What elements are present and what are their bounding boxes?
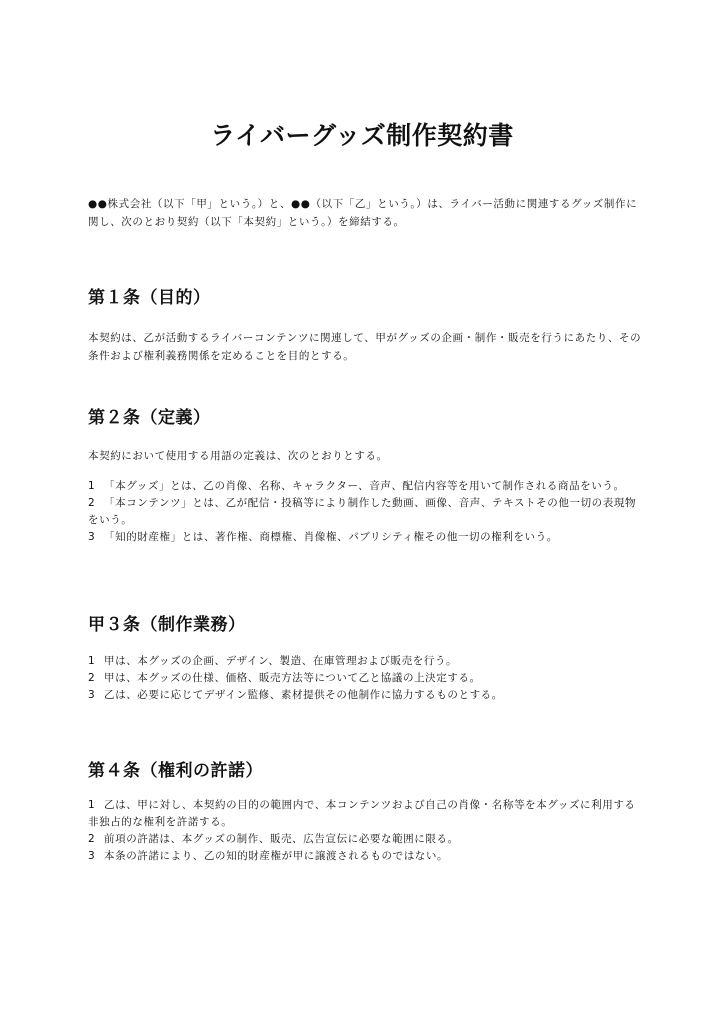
item-number: 3 [88, 850, 96, 862]
article-3 [88, 612, 643, 704]
item-text: 「本コンテンツ」とは、乙が配信・投稿等により制作した動画、画像、音声、テキストその他一切の表現物をいう。 [88, 497, 637, 526]
article-item-list [88, 653, 643, 704]
list-item [88, 529, 643, 546]
list-item [88, 495, 643, 529]
item-text: 乙は、甲に対し、本契約の目的の範囲内で、本コンテンツおよび自己の肖像・名称等を本グッズに利用する非独占的な権利を許諾する。 [88, 799, 636, 828]
item-number: 2 [88, 833, 96, 845]
list-item [88, 848, 643, 865]
article-item-list [88, 797, 643, 865]
item-text: 本条の許諾により、乙の知的財産権が甲に譲渡されるものではない。 [104, 850, 449, 862]
item-text: 前項の許諾は、本グッズの制作、販売、広告宣伝に必要な範囲に限る。 [104, 833, 459, 845]
item-number: 1 [88, 655, 96, 667]
article-lead: 本契約において使用する用語の定義は、次のとおりとする。 [88, 450, 388, 462]
item-number: 3 [88, 531, 96, 543]
intro-paragraph: ●●株式会社（以下「甲」という。）と、●●（以下「乙」という。）は、ライバー活動に関連するグッズ制作に関し、次のとおり契約（以下「本契約」という。）を締結する。 [88, 198, 638, 228]
list-item [88, 797, 643, 831]
article-heading: 第４条（権利の許諾） [88, 761, 263, 781]
item-text: 甲は、本グッズの仕様、価格、販売方法等について乙と協議の上決定する。 [104, 672, 481, 684]
article-2 [88, 405, 643, 546]
article-body: 本契約は、乙が活動するライバーコンテンツに関連して、甲がグッズの企画・制作・販売を行うにあたり、その条件および権利義務関係を定めることを目的とする。 [88, 332, 642, 362]
item-number: 2 [88, 497, 96, 509]
article-heading: 第１条（目的） [88, 288, 211, 308]
item-number: 3 [88, 689, 96, 701]
list-item [88, 670, 643, 687]
item-text: 「本グッズ」とは、乙の肖像、名称、キャラクター、音声、配信内容等を用いて制作される商品をいう。 [104, 480, 625, 492]
item-text: 甲は、本グッズの企画、デザイン、製造、在庫管理および販売を行う。 [104, 655, 458, 667]
list-item [88, 478, 643, 495]
item-number: 2 [88, 672, 96, 684]
document-title: ライバーグッズ制作契約書 [210, 121, 514, 150]
article-item-list [88, 478, 643, 546]
item-text: 乙は、必要に応じてデザイン監修、素材提供その他制作に協力するものとする。 [104, 689, 503, 701]
list-item [88, 831, 643, 848]
article-1 [88, 285, 643, 365]
article-heading: 甲３条（制作業務） [88, 615, 246, 635]
list-item [88, 687, 643, 704]
article-heading: 第２条（定義） [88, 408, 211, 428]
item-number: 1 [88, 480, 96, 492]
article-4 [88, 758, 643, 865]
item-number: 1 [88, 799, 96, 811]
list-item [88, 653, 643, 670]
item-text: 「知的財産権」とは、著作権、商標権、肖像権、パブリシティ権その他一切の権利をいう。 [104, 531, 558, 543]
